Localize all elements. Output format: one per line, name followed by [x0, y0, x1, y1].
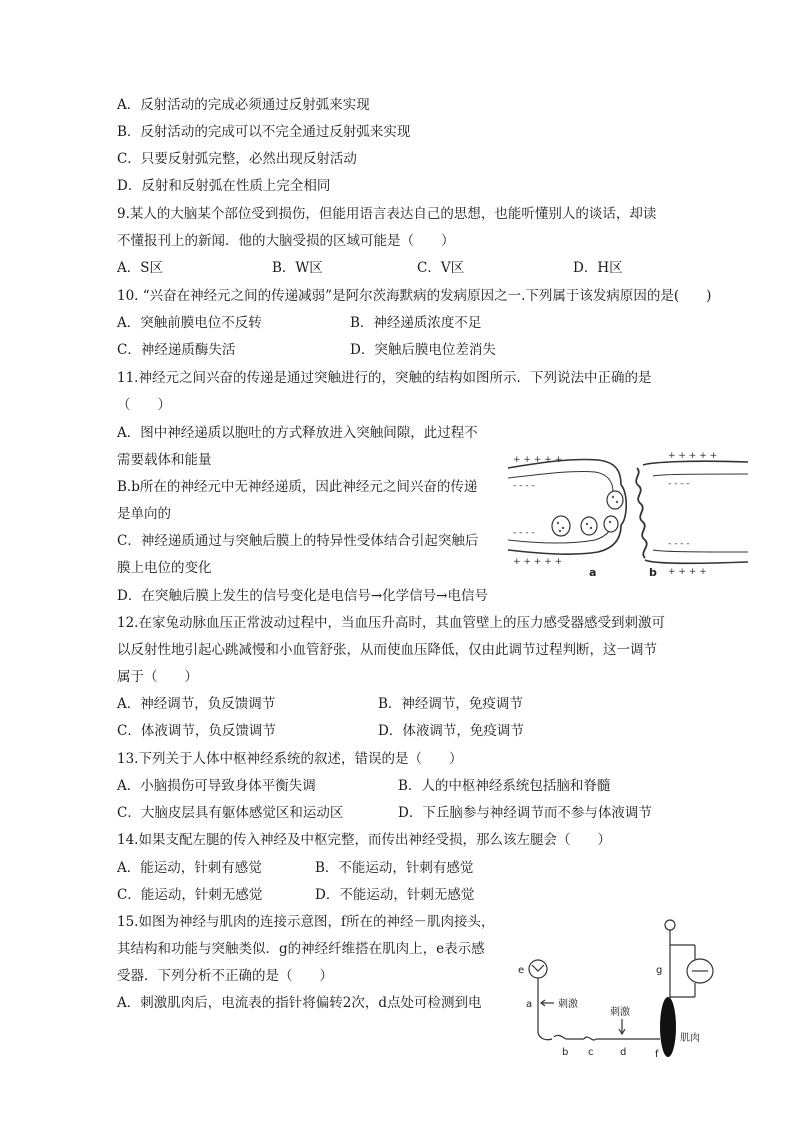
q14-stem: 14.如果支配左腿的传入神经及中枢完整，而传出神经受损，那么该左腿会（ ） [117, 832, 611, 848]
q11-option-d: D．在突触后膜上发生的信号变化是电信号→化学信号→电信号 [117, 588, 488, 604]
q13-option-b: B．人的中枢神经系统包括脑和脊髓 [398, 778, 611, 794]
q14-option-d: D．不能运动，针刺无感觉 [315, 887, 475, 903]
q8-option-c: C．只要反射弧完整，必然出现反射活动 [117, 151, 357, 167]
q9-stem-line2: 不懂报刊上的新闻．他的大脑受损的区域可能是（ ） [117, 233, 455, 249]
synapse-label-b: b [649, 566, 657, 579]
q15-stem-line1: 15.如图为神经与肌肉的连接示意图，f所在的神经－肌肉接头， [117, 914, 495, 930]
svg-text:+ + + + +: + + + + + [513, 557, 563, 567]
q12-stem-line2: 以反射性地引起心跳减慢和小血管舒张，从而使血压降低，仅由此调节过程判断，这一调节 [117, 642, 657, 658]
fig-label-f: f [655, 1049, 659, 1060]
q11-option-a-line1: A．图中神经递质以胞吐的方式释放进入突触间隙，此过程不 [117, 425, 478, 441]
svg-text:+ + + +: + + + + [668, 567, 707, 577]
q11-option-b-line1: B.b所在的神经元中无神经递质，因此神经元之间兴奋的传递 [117, 479, 478, 495]
synapse-label-a: a [589, 566, 597, 579]
svg-text:+ + + + +: + + + + + [668, 451, 718, 461]
synapse-figure [503, 440, 753, 580]
fig-label-stim2: 刺激 [610, 1007, 630, 1018]
q15-stem-line2: 其结构和功能与突触类似．g的神经纤维搭在肌肉上，e表示感 [117, 941, 485, 957]
fig-label-d: d [620, 1047, 627, 1058]
fig-label-muscle: 肌肉 [680, 1033, 700, 1044]
q12-stem-line1: 12.在家兔动脉血压正常波动过程中，当血压升高时，其血管壁上的压力感受器感受到刺激可 [117, 615, 665, 631]
q9-option-a: A．S区 [117, 260, 163, 276]
q9-stem-line1: 9.某人的大脑某个部位受到损伤，但能用语言表达自己的思想，也能听懂别人的谈话，却读 [117, 206, 657, 222]
q11-option-c-line1: C．神经递质通过与突触后膜上的特异性受体结合引起突触后 [117, 533, 479, 549]
q12-option-d: D．体液调节，免疫调节 [378, 723, 524, 739]
nerve-muscle-figure [510, 915, 735, 1063]
q13-stem: 13.下列关于人体中枢神经系统的叙述，错误的是（ ） [117, 751, 463, 767]
svg-text:+ + + + +: + + + + + [513, 455, 563, 465]
q8-option-a: A．反射活动的完成必须通过反射弧来实现 [117, 97, 370, 113]
fig-label-stim1: 刺激 [558, 999, 578, 1010]
svg-text:- - - -: - - - - [668, 479, 690, 489]
q9-option-b: B．W区 [272, 260, 323, 276]
q12-option-b: B．神经调节，免疫调节 [378, 696, 523, 712]
fig-label-g: g [656, 965, 663, 976]
q9-option-d: D．H区 [573, 260, 623, 276]
q8-option-d: D．反射和反射弧在性质上完全相同 [117, 178, 331, 194]
q11-stem-line1: 11.神经元之间兴奋的传递是通过突触进行的，突触的结构如图所示．下列说法中正确的是 [117, 370, 652, 386]
q15-option-a: A．刺激肌肉后，电流表的指针将偏转2次，d点处可检测到电 [117, 995, 482, 1011]
q12-stem-line3: 属于（ ） [117, 669, 198, 685]
q11-option-c-line2: 膜上电位的变化 [117, 560, 212, 576]
svg-text:- - - -: - - - - [513, 481, 535, 491]
q14-option-a: A．能运动，针刺有感觉 [117, 860, 262, 876]
q14-option-c: C．能运动，针刺无感觉 [117, 887, 263, 903]
q13-option-d: D．下丘脑参与神经调节而不参与体液调节 [398, 805, 652, 821]
q11-stem-line2: （ ） [117, 397, 171, 413]
q8-option-b: B．反射活动的完成可以不完全通过反射弧来实现 [117, 124, 411, 140]
svg-text:- - - -: - - - - [668, 539, 690, 549]
q10-option-c: C．神经递质酶失活 [117, 342, 236, 358]
q13-option-c: C．大脑皮层具有躯体感觉区和运动区 [117, 805, 344, 821]
q10-option-d: D．突触后膜电位差消失 [350, 342, 496, 358]
q12-option-c: C．体液调节，负反馈调节 [117, 723, 276, 739]
fig-label-e: e [518, 965, 525, 976]
fig-label-a: a [526, 999, 533, 1010]
svg-text:- - - -: - - - - [513, 528, 535, 538]
q10-option-b: B．神经递质浓度不足 [350, 315, 482, 331]
fig-label-c: c [588, 1047, 594, 1058]
q11-option-a-line2: 需要载体和能量 [117, 452, 212, 468]
q15-stem-line3: 受器．下列分析不正确的是（ ） [117, 968, 333, 984]
q14-option-b: B．不能运动，针刺有感觉 [315, 860, 474, 876]
q10-option-a: A．突触前膜电位不反转 [117, 315, 262, 331]
fig-label-b: b [562, 1047, 569, 1058]
q10-stem: 10. “兴奋在神经元之间的传递减弱”是阿尔茨海默病的发病原因之一.下列属于该发病原因的是( ) [117, 288, 712, 304]
q9-option-c: C．V区 [417, 260, 465, 276]
q11-option-b-line2: 是单向的 [117, 506, 171, 522]
q12-option-a: A．神经调节，负反馈调节 [117, 696, 276, 712]
q13-option-a: A．小脑损伤可导致身体平衡失调 [117, 778, 316, 794]
